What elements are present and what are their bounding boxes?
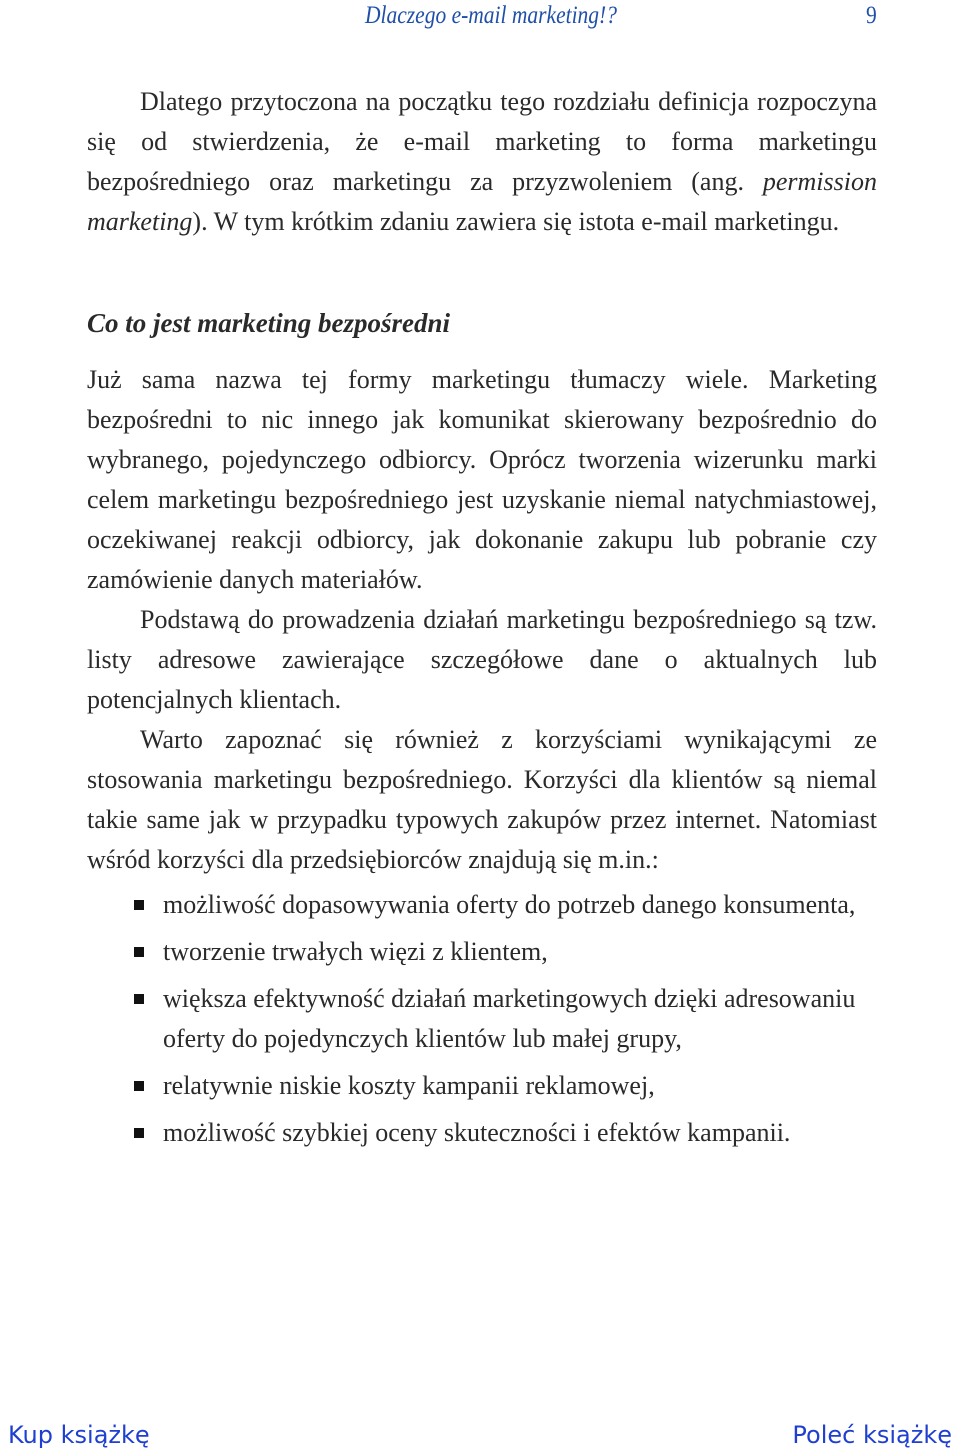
list-item-text: relatywnie niskie koszty kampanii reklamowej,: [163, 1071, 655, 1100]
square-bullet-icon: [134, 1128, 144, 1138]
intro-text-before: Dlatego przytoczona na początku tego rozdziału definicja rozpoczyna się od stwierdzenia, że e-mail marketing to forma marketingu bezpośredniego oraz marketingu za przyzwoleniem (ang.: [87, 87, 877, 196]
list-item-text: tworzenie trwałych więzi z klientem,: [163, 937, 548, 966]
square-bullet-icon: [134, 900, 144, 910]
intro-text-after: ). W tym krótkim zdaniu zawiera się istota e-mail marketingu.: [192, 207, 840, 236]
intro-italic-term: permission marketing: [87, 167, 877, 236]
body-paragraph: Warto zapoznać się również z korzyściami wynikającymi ze stosowania marketingu bezpośredniego. Korzyści dla klientów są niemal takie same jak w przypadku typowych zakupów przez internet. Natomiast wśród korzyści dla przedsiębiorców znajdują się m.in.:: [87, 725, 877, 874]
list-item-text: możliwość dopasowywania oferty do potrzeb danego konsumenta,: [163, 890, 856, 919]
intro-paragraph: [87, 82, 877, 242]
square-bullet-icon: [134, 1081, 144, 1091]
square-bullet-icon: [134, 947, 144, 957]
recommend-book-link[interactable]: Poleć książkę: [792, 1421, 952, 1449]
page-content: [87, 82, 877, 1160]
list-item: [87, 885, 877, 925]
buy-book-link[interactable]: Kup książkę: [8, 1421, 150, 1449]
list-item: [87, 1066, 877, 1106]
body-paragraph: Już sama nazwa tej formy marketingu tłumaczy wiele. Marketing bezpośredni to nic innego jak komunikat skierowany bezpośrednio do wybranego, pojedynczego odbiorcy. Oprócz tworzenia wizerunku marki celem marketingu bezpośredniego jest uzyskanie niemal natychmiastowej, oczekiwanej reakcji odbiorcy, jak dokonanie zakupu lub pobranie czy zamówienie danych materiałów.: [87, 365, 877, 594]
list-item: [87, 1113, 877, 1153]
page-number: 9: [866, 2, 877, 29]
list-item-text: możliwość szybkiej oceny skuteczności i efektów kampanii.: [163, 1118, 791, 1147]
list-item-text: większa efektywność działań marketingowych dzięki adresowaniu oferty do pojedynczych klientów lub małej grupy,: [163, 984, 856, 1053]
benefits-list: [87, 885, 877, 1153]
list-item: [87, 932, 877, 972]
running-header-title: Dlaczego e-mail marketing!?: [365, 2, 617, 29]
list-item: [87, 979, 877, 1059]
section-heading: Co to jest marketing bezpośredni: [87, 308, 451, 338]
body-paragraph: Podstawą do prowadzenia działań marketingu bezpośredniego są tzw. listy adresowe zawierające szczegółowe dane o aktualnych lub potencjalnych klientach.: [87, 605, 877, 714]
square-bullet-icon: [134, 994, 144, 1004]
page-header: [0, 0, 960, 40]
